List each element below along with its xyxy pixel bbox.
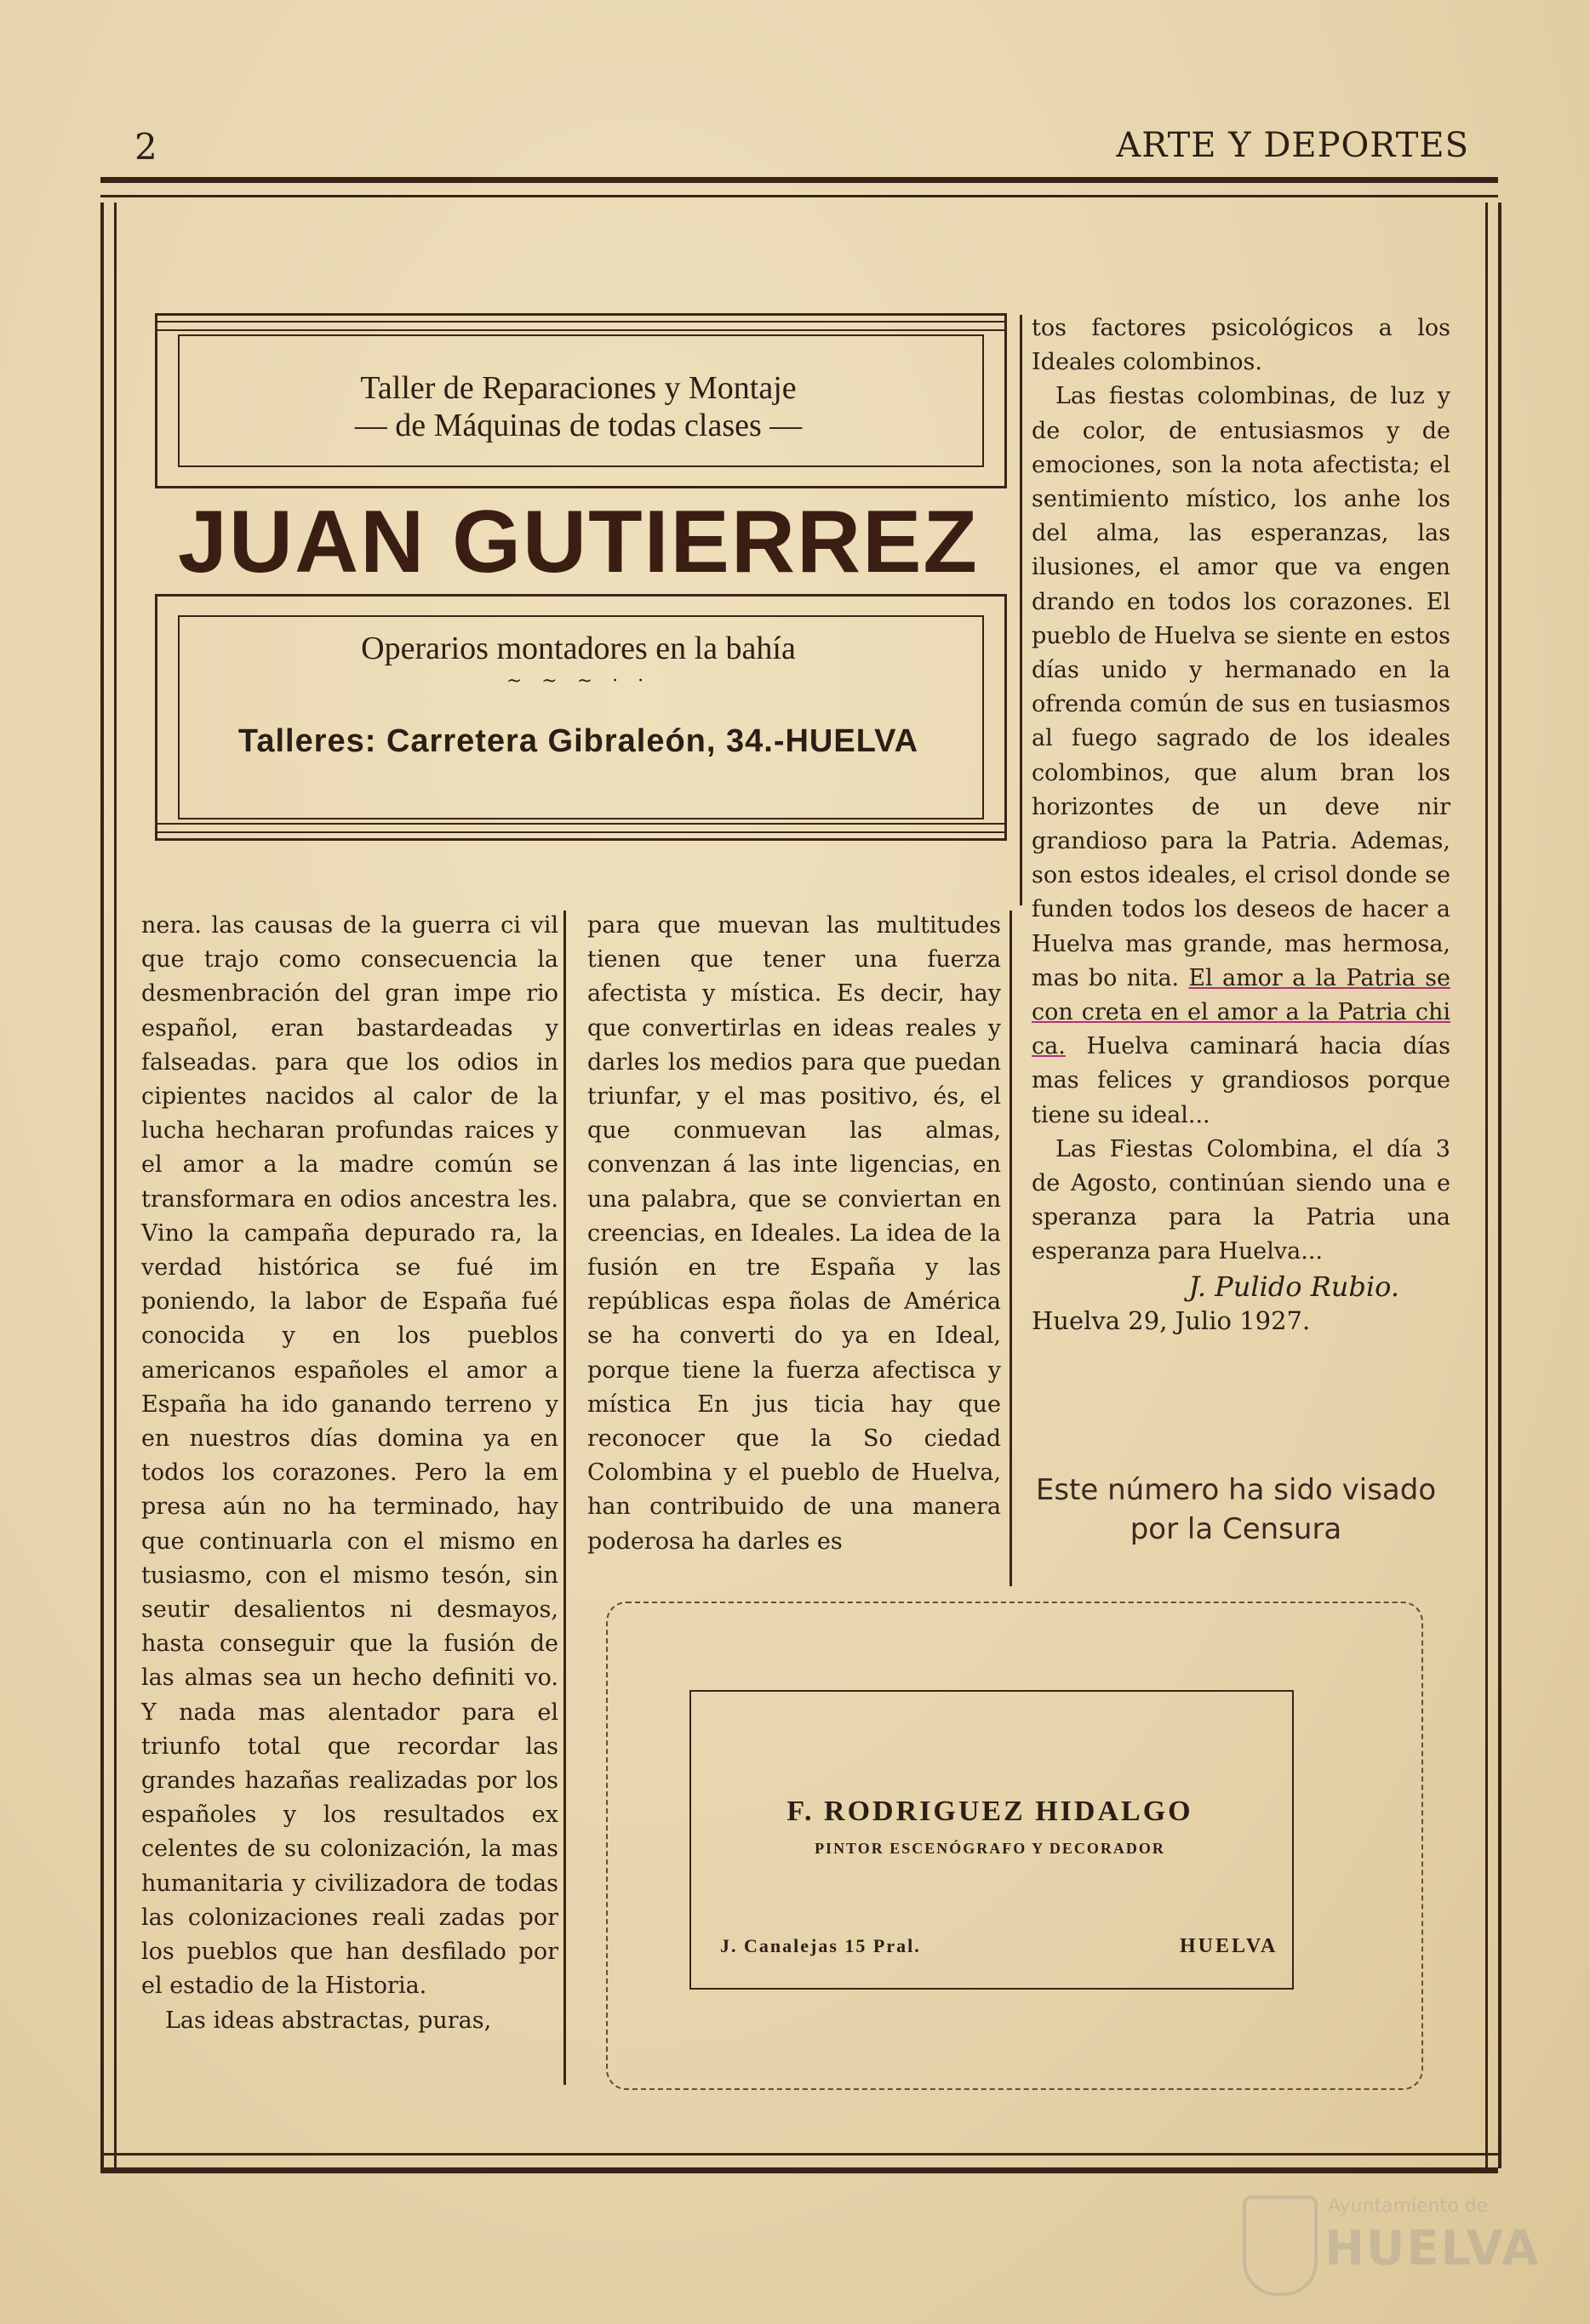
dateline: Huelva 29, Julio 1927. <box>1032 1305 1311 1335</box>
ad-business-name: JUAN GUTIERREZ <box>178 493 979 591</box>
censor-line: Este número ha sido visado <box>1035 1473 1437 1507</box>
column-rule <box>1009 911 1012 1586</box>
paragraph <box>1032 380 1450 1132</box>
ad-line-taller: Taller de Reparaciones y Montaje <box>360 370 797 406</box>
paragraph-text: Las fiestas colombinas, de luz y de color, de entusiasmos y de emociones, son la nota afectista; el sentimiento místico, los anhe los del alma, las esperanzas, las ilusiones, el amor que va engen drando en todos los corazones. El pueblo de Huelva se siente en estos días unido y hermanado en la ofrenda común de sus en tusiasmos al fuego sagrado de los ideales colombinos, que alum bran los horizontes de un deve nir grandioso para la Patria. Ademas, son estos ideales, el crisol donde se funden todos los deseos de hacer a Huelva mas grande, mas hermosa, mas bo nita. <box>1032 383 1450 991</box>
ornament-border <box>157 321 1004 331</box>
ad2-city: HUELVA <box>1180 1935 1278 1957</box>
paragraph: tos factores psicológicos a los Ideales colombinos. <box>1032 315 1450 376</box>
ad2-address: J. Canalejas 15 Pral. <box>720 1935 921 1956</box>
paragraph: Las Fiestas Colombina, el día 3 de Agosto, continúan siendo una e speranza para la Patria una esperanza para Huelva... <box>1032 1135 1450 1265</box>
page-number: 2 <box>134 126 157 168</box>
city-seal-icon <box>1243 2196 1318 2296</box>
frame-right-border <box>1485 203 1501 2168</box>
paragraph: Las ideas abstractas, puras, <box>165 2007 492 2034</box>
watermark-line: Ayuntamiento de <box>1328 2196 1489 2217</box>
archive-watermark <box>1243 2196 1541 2298</box>
article-column-left <box>141 909 558 2038</box>
censor-line: por la Censura <box>1130 1512 1342 1546</box>
frame-left-border <box>100 203 117 2168</box>
ad-address: Talleres: Carretera Gibraleón, 34.-HUELVA <box>237 723 919 759</box>
column-rule <box>563 911 566 2085</box>
article-column-middle <box>587 909 1001 1559</box>
paragraph: para que muevan las multitudes tienen que tener una fuerza afectista y mística. Es decir, hay que convertirlas en ideas reales y darles los medios para que puedan triunfar, y el mas positivo, és, el que conmuevan las almas, convenzan á las inte ligencias, en una palabra, que se conviertan en creencias, en Ideales. La idea de la fusión en tre España y las repúblicas espa ñolas de América se ha converti do ya en Ideal, porque tiene la fuerza afectisca y mística En jus ticia hay que reconocer que la So ciedad Colombina y el pueblo de Huelva, han contribuido de una manera poderosa ha darles es <box>587 912 1001 1555</box>
ad2-business-name: F. RODRIGUEZ HIDALGO <box>786 1796 1193 1827</box>
ornament-border <box>157 823 1004 833</box>
paragraph-text: Huelva caminará hacia días mas felices y grandiosos porque tiene su ideal... <box>1032 1033 1450 1128</box>
paragraph: nera. las causas de la guerra ci vil que trajo como consecuencia la desmenbración del gran impe rio español, eran bastardeadas y falseadas. para que los odios in cipientes nacidos al calor de la lucha hecharan profundas raices y el amor a la madre común se transformara en odios ancestra les. Vino la campaña depurado ra, la verdad histórica se fué im poniendo, la labor de España fué conocida y en los pueblos americanos españoles el amor a España ha ido ganando terreno y en nuestros días domina ya en todos los corazones. Pero la em presa aún no ha terminado, hay que continuarla con el mismo en tusiasmo, con el mismo tesón, sin seutir desalientos ni desmayos, hasta conseguir que la fusión de las almas sea un hecho definiti vo. Y nada mas alentador para el triunfo total que recordar las grandes hazañas realizadas por los españoles y los resultados ex celentes de su colonización, la mas humanitaria y civilizadora de todas las colonizaciones reali zadas por los pueblos que han desfilado por el estadio de la Historia. <box>141 912 558 2000</box>
underlined-phrase: El amor a la Patria se con creta en el amor a la Patria chi ca. <box>1032 964 1450 1060</box>
watermark-line: HUELVA <box>1324 2221 1541 2276</box>
running-header: ARTE Y DEPORTES <box>1116 126 1469 165</box>
ad-line-operarios: Operarios montadores en la bahía <box>361 631 796 666</box>
column-rule <box>1020 315 1022 905</box>
top-rule <box>100 177 1498 197</box>
article-column-right <box>1032 311 1450 1338</box>
ad-ornament: ~ ~ ~ · · <box>506 671 651 692</box>
advertisement-juan-gutierrez <box>155 313 1002 837</box>
ad-line-maquinas: — de Máquinas de todas clases — <box>354 408 803 443</box>
bottom-rule <box>100 2153 1498 2173</box>
author-signature: J. Pulido Rubio. <box>1188 1270 1399 1303</box>
ad2-trade: PINTOR ESCENÓGRAFO Y DECORADOR <box>815 1840 1165 1857</box>
censor-stamp <box>1032 1470 1440 1549</box>
